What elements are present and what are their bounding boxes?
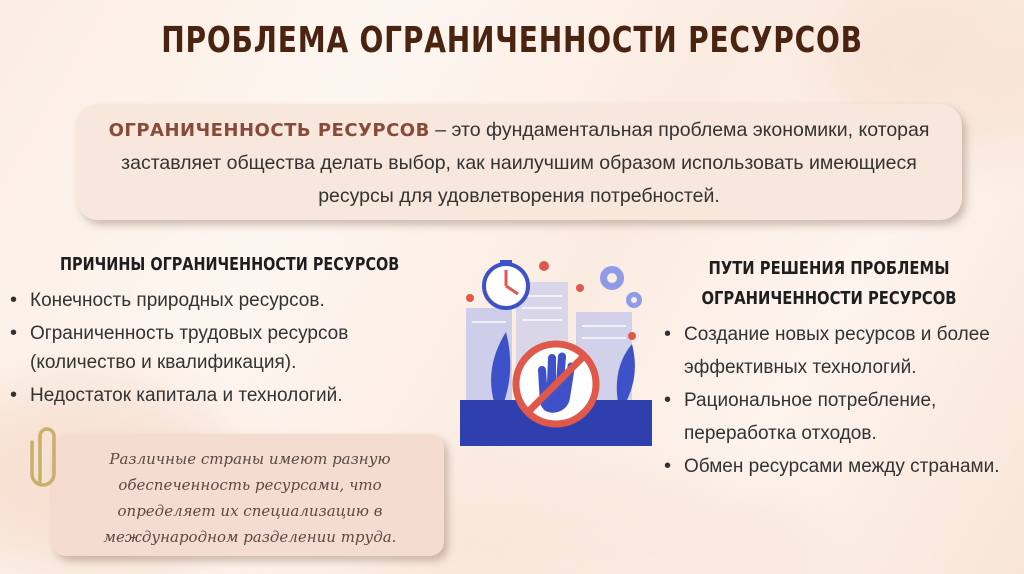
definition-term: ОГРАНИЧЕННОСТЬ РЕСУРСОВ [108, 120, 430, 141]
causes-list [8, 286, 448, 414]
stop-hand-icon [516, 344, 596, 424]
causes-heading: ПРИЧИНЫ ОГРАНИЧЕННОСТИ РЕСУРСОВ [60, 254, 400, 275]
definition-box [76, 104, 962, 220]
list-item: • Конечность природных ресурсов. [8, 286, 448, 315]
list-item: • Рациональное потребление, переработка отходов. [662, 384, 1002, 450]
list-item: • Ограниченность трудовых ресурсов (количество и квалификация). [8, 319, 448, 377]
note-text: Различные страны имеют разную обеспеченность ресурсами, что определяет их специализацию в международном разделении труда. [103, 450, 397, 546]
page-title: ПРОБЛЕМА ОГРАНИЧЕННОСТИ РЕСУРСОВ [161, 20, 863, 61]
clock-icon [484, 260, 528, 308]
solutions-heading: ПУТИ РЕШЕНИЯ ПРОБЛЕМЫ ОГРАНИЧЕННОСТИ РЕСУРСОВ [701, 258, 957, 309]
gear-icon [600, 266, 642, 308]
list-item: • Обмен ресурсами между странами. [662, 450, 1002, 483]
list-item: • Недостаток капитала и технологий. [8, 381, 448, 410]
solutions-list [662, 318, 1002, 483]
paperclip-icon [26, 422, 62, 488]
list-item: • Создание новых ресурсов и более эффективных технологий. [662, 318, 1002, 384]
resource-limit-illustration [456, 252, 656, 452]
background-wash [400, 470, 820, 574]
note-box [52, 434, 444, 556]
definition-text: – это фундаментальная проблема экономики, которая заставляет общества делать выбор, как наилучшим образом использовать имеющиеся ресурсы для удовлетворения потребностей. [121, 119, 930, 207]
